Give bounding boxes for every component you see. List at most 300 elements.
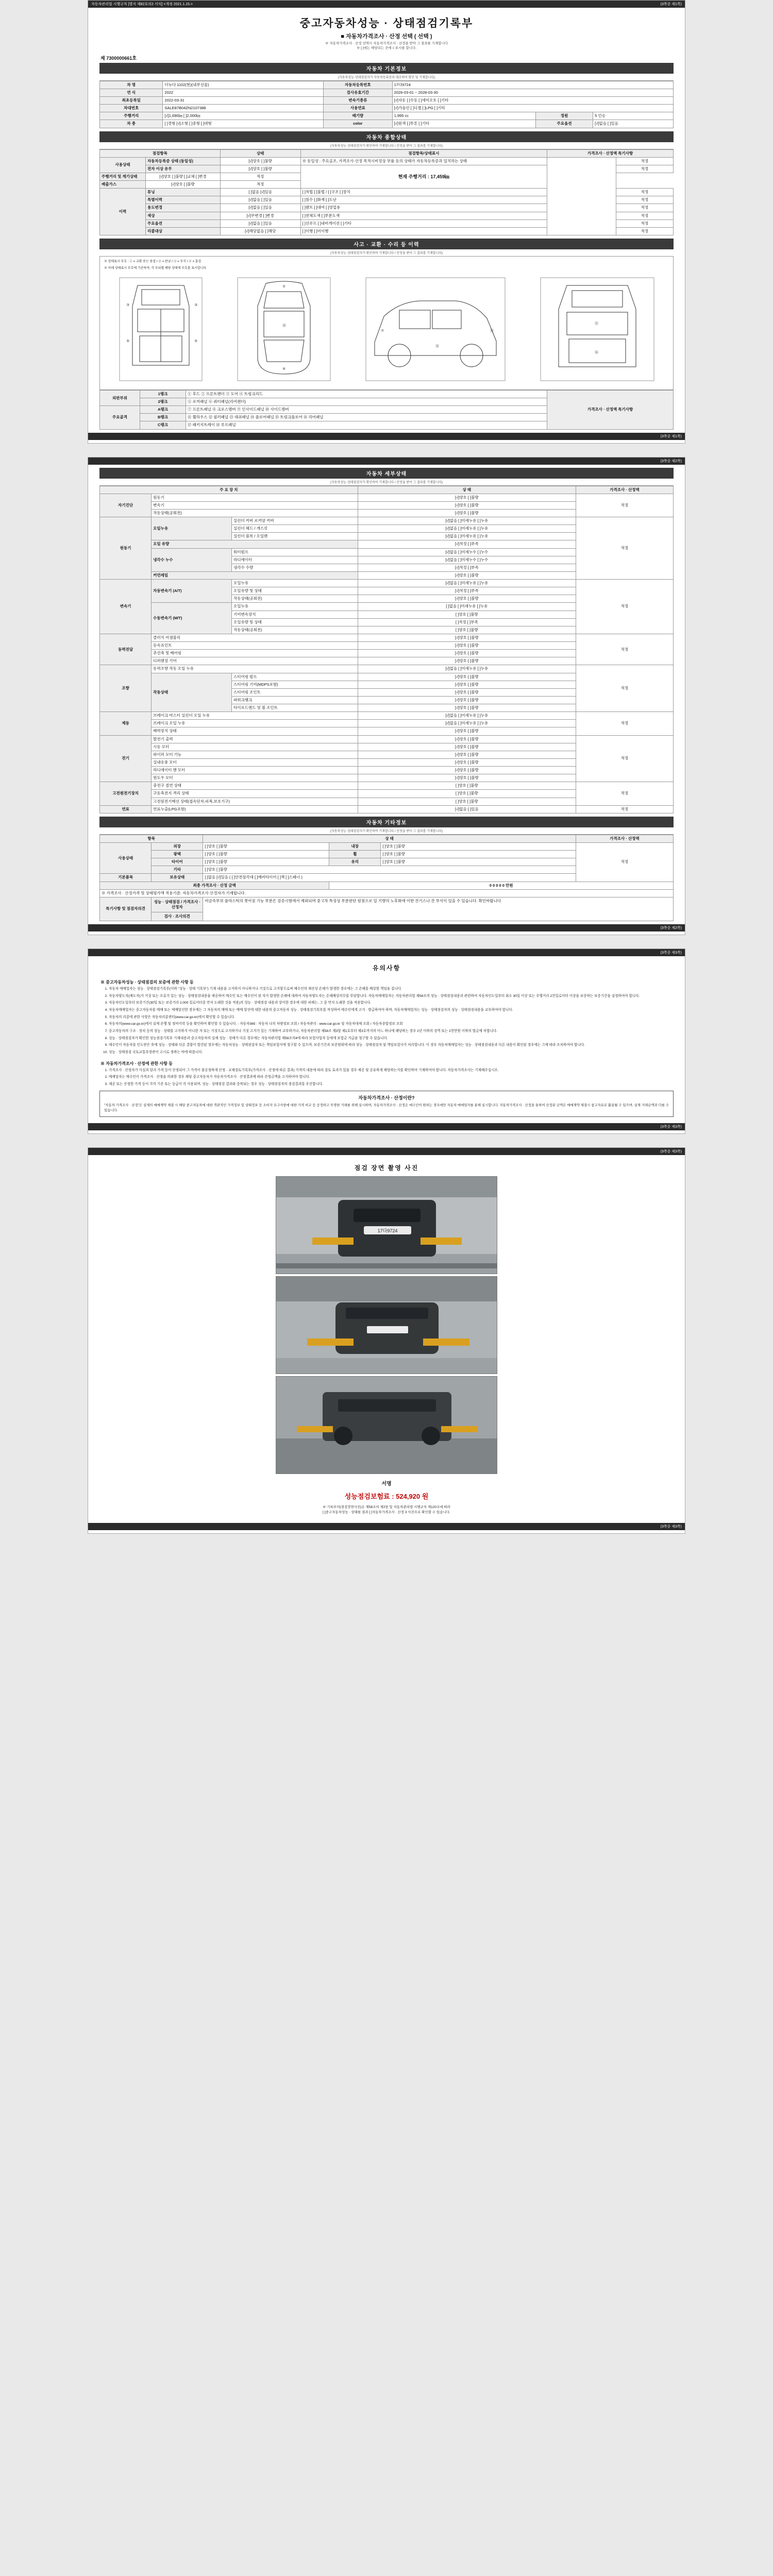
notice-item: 9. 매수인이 자동차를 인도받은 후에 성능 · 상태와 다른 결함이 발견된 경우에는 자동차성능 · 상태점검자 또는 책임보험사에 청구할 수 있으며, 보증기간과 보증범위에 따라 성능 · 상태점검자 및 책임보험사가 처리합니다. 이 경우 자동차매매업자는 성능 · 상태점검내용과 다른 내용이 확인된 경우에는 그에 따라 조치하여야 합니다.: [109, 1043, 674, 1048]
detail-item: 동력조향 작동 오일 누유: [152, 665, 358, 673]
detail-state: [√]적정 [ ]부족: [358, 587, 576, 595]
insurance-fee: [99, 1488, 674, 1503]
rank-a-label: A랭크: [140, 406, 186, 414]
overall-row-7-name: 색상: [146, 212, 221, 219]
detail-subgroup-at: 자동변속기 (A/T): [152, 580, 232, 603]
detail-detail: 냉각수 수량: [231, 564, 358, 571]
detail-item: 브레이크 오일 누유: [152, 720, 358, 727]
photo-rear-underbody: [276, 1277, 497, 1374]
box-title: 자동차가격조사 · 산정이란?: [358, 1095, 415, 1100]
overall-row-8-name: 주요옵션: [146, 219, 221, 227]
etc-price: 적정: [576, 842, 673, 882]
group-engine: 원동기: [100, 517, 152, 580]
etc-item2: 내장: [329, 842, 381, 850]
value-color: [√]원색 [ ]투톤 [ ]기타: [392, 120, 535, 128]
overall-row-2-price: 적정: [220, 173, 300, 180]
overall-row-1-name: 전자 이상 유무: [146, 165, 221, 173]
detail-state: [√]양호 [ ]불량: [358, 509, 576, 517]
col-check-item: 점검항목: [100, 149, 221, 157]
label-cartype: 차 종: [100, 120, 163, 128]
detail-detail: 스티어링 기어(MDPS포함): [231, 681, 358, 688]
notice-title: 유의사항: [372, 964, 401, 972]
remark-sub-label-2: 검사 · 조사의견: [152, 912, 203, 921]
notice-heading-1: ※ 중고자동차성능 · 상태점검의 보증에 관한 사항 등: [100, 979, 194, 985]
label-seats: 정원: [535, 112, 593, 120]
overall-row-0-name: 자동차등록증 상태 (동일성): [146, 157, 221, 165]
label-first-reg: 최초등록일: [100, 97, 163, 105]
detail-state: [ ]양호 [ ]불량: [358, 626, 576, 634]
detail-subgroup-operation: 작동상태: [152, 673, 232, 712]
etc-state2: [ ]양호 [ ]불량: [381, 851, 576, 858]
notice-item: 5. 자동차의 리콜에 관한 사항은 자동차리콜센터(www.car.go.kr)에서 확인할 수 있습니다.: [109, 1015, 674, 1021]
detail-price: 적정: [576, 634, 673, 665]
detail-detail: 작동상태(공회전): [231, 626, 358, 634]
overall-row-0-state: [√]양호 [ ]불량: [220, 157, 300, 165]
page-header-bar: [88, 1, 685, 8]
detail-detail: 워터펌프: [231, 548, 358, 556]
etc-item: 광택: [152, 851, 203, 858]
etc-item: 기타: [152, 866, 203, 874]
overall-row-7-note: [ ]전체도색 [ ]부분도색: [300, 212, 547, 219]
table-row: [100, 882, 674, 889]
notice-list-2: [99, 1068, 674, 1088]
detail-item: 배력장치 상태: [152, 727, 358, 735]
detail-state: [√]양호 [ ]불량: [358, 774, 576, 782]
group-powertrain: 동력전달: [100, 634, 152, 665]
detail-price: 적정: [576, 805, 673, 813]
overall-row-4-note: [ ]적법 [ ]불법 / [ ]구조 [ ]장치: [300, 189, 547, 196]
detail-state: [√]양호 [ ]불량: [358, 634, 576, 641]
value-transmission: [√]자동 [ ]수동 [ ]세미오토 [ ]기타: [392, 97, 673, 105]
detail-item: 실내송풍 모터: [152, 758, 358, 766]
basic-info-table: [99, 81, 674, 128]
detail-price: 적정: [576, 665, 673, 712]
value-first-reg: 2022-03-31: [163, 97, 324, 105]
section-note-detail: (자동차성능·상태점검자가 확인하여 기재합니다 / 산정을 받아 그 결과를 기재합니다): [99, 479, 674, 486]
value-seats: 5 인승: [593, 112, 674, 120]
detail-subgroup-mt: 수동변속기 (M/T): [152, 603, 232, 634]
overall-row-8-state: [√]없음 [ ]있음: [220, 219, 300, 227]
page-footer-3: (3쪽중 제3쪽): [88, 1123, 685, 1130]
svg-text:⑤: ⑤: [126, 339, 129, 343]
value-car-name: 더뉴다 1102(현)(내부선물): [163, 81, 324, 89]
desc-line-1: ※ 자동차가격조사 · 산정 선택시 자동차가격조사 · 산정을 받아 그 결과를 기재합니다: [325, 42, 448, 45]
mileage-current: 현재 주행거리 : 17,459㎞: [398, 174, 449, 179]
section-note-overall: (자동차성능·상태점검자가 확인하여 기재합니다 / 산정을 받아 그 결과를 기재합니다): [99, 142, 674, 149]
legend-line-1: ※ 상태표시 부호 : ① = 교환 또는 용접 / ② = 판금 / ③ = 부식 / ④ = 흠집: [104, 260, 201, 263]
value-displacement: 1,995 cc: [392, 112, 535, 120]
overall-row-4-state: [ ]없음 [√]있음: [220, 189, 300, 196]
detail-state: [√]양호 [ ]불량: [358, 494, 576, 501]
notice-list-1: [99, 987, 674, 1056]
page-number-2: (3쪽중 제2쪽): [660, 459, 682, 463]
detail-state: [√]양호 [ ]불량: [358, 704, 576, 712]
total-price-note: ※ 가격조사 · 산정가격 및 상태평가액 적용기준: 자동차가격조사·산정자가 기재합니다.: [100, 889, 674, 897]
svg-text:⑭: ⑭: [435, 344, 439, 348]
section-note-accident: (자동차성능·상태점검자가 확인하여 기재합니다 / 산정을 받아 그 결과를 기재합니다): [99, 249, 674, 257]
detail-item: 라디에이터 팬 모터: [152, 767, 358, 774]
table-row: [100, 580, 674, 587]
detail-item: 클러치 어셈블리: [152, 634, 358, 641]
car-diagram-front-view: [117, 275, 205, 383]
svg-text:④: ④: [282, 367, 285, 371]
photo-lift-underbody: [276, 1377, 497, 1474]
page-number: (3쪽중 제1쪽): [660, 3, 682, 6]
table-row: [100, 494, 674, 501]
svg-text:⑦: ⑦: [380, 329, 384, 333]
notice-item: 2. 매매업자는 매수인이 가격조사 · 산정을 의뢰한 경우 해당 중고자동차가 자동차가격조사 · 산정결과에 따라 산정금액을 고지하여야 합니다.: [109, 1075, 674, 1080]
table-row: [100, 157, 674, 165]
detail-item: 추진축 및 베어링: [152, 650, 358, 657]
label-year: 연 식: [100, 89, 163, 96]
overall-row-9-note: [ ]이행 [ ]미이행: [300, 227, 547, 235]
table-row: [100, 89, 674, 96]
value-options: [√]없음 [ ]있음: [593, 120, 674, 128]
table-header-row: [100, 149, 674, 157]
notice-item: 3. 자동차인도일부터 보증기간(30일 또는 보증거리 2,000 킬로미터중 먼저 도래한 것을 적용)의 성능 · 상태점검 내용과 상이한 경우에 대한 피해는, 그 중 먼저 도래한 것을 적용합니다.: [109, 1001, 674, 1006]
group-fuel: 연료: [100, 805, 152, 813]
detail-detail: 오일누유: [231, 580, 358, 587]
detail-state: [ ]없음 [ ]미세누유 [ ]누유: [358, 603, 576, 611]
group-steering: 조향: [100, 665, 152, 712]
detail-state: [ ]양호 [ ]불량: [358, 798, 576, 805]
table-row: [100, 120, 674, 128]
etc-item2: 유리: [329, 858, 381, 866]
table-header-row: [100, 486, 674, 494]
detail-detail: 실린더 헤드 / 개스킷: [231, 525, 358, 533]
col-major-device: 주 요 장 치: [100, 486, 358, 494]
notice-item: 1. 가격조사 · 산정자가 사실과 달리 가격 등이 산정되어 그 가격이 불공정하게 산정 · 교체검토기록부(가격조사 · 산정에 따른 결과) 가격의 내용에 따라 검토 효과가 있을 경우 제공 및 공유하게 해당하는지를 확인하여 기재하여야 합니다. 자동차가격조사는 기재해주십시오.: [109, 1068, 674, 1074]
page-header-bar-2: [88, 457, 685, 465]
detail-state: [√]양호 [ ]불량: [358, 681, 576, 688]
detail-item: 브레이크 마스터 실린더 오일 누유: [152, 712, 358, 720]
notice-heading-2: ※ 자동차가격조사 · 산정에 관한 사항 등: [100, 1061, 173, 1066]
page-1: [88, 0, 685, 444]
insurance-fee-label: 성능점검보험료 :: [344, 1493, 396, 1501]
col-detail: 점검항목/상태표시: [300, 149, 547, 157]
overall-row-2-state: [√]양호 [ ]불량 [ ]교체 [ ]변경: [146, 173, 221, 180]
rank-2-items: ⑤ 로커패널 ⑥ 쿼터패널(리어펜더): [186, 398, 547, 406]
detail-state: [√]양호 [ ]불량: [358, 696, 576, 704]
label-options: 주요옵션: [535, 120, 593, 128]
detail-state: [√]없음 [ ]미세누유 [ ]누유: [358, 525, 576, 533]
notice-item: 3. 제공 또는 산정한 가격 등이 각각 기준 또는 등급이 각 사용되며, 성능 · 상태점검 결과와 중복되는 경우 성능 · 상태점검자의 점검결과를 우선합니다.: [109, 1082, 674, 1088]
photo-footnote-line-2: [ ]중고자동차성능 · 상태를 결과 [ ]자동차가격조사 · 산정 3 사진으로 확인할 수 있습니다.: [323, 1511, 450, 1515]
detail-state: [√]양호 [ ]불량: [358, 751, 576, 758]
etc-group-usage: 사용상태: [100, 842, 152, 874]
detail-state: [√]양호 [ ]불량: [358, 743, 576, 751]
page-4: [88, 1147, 685, 1534]
signature-heading: 서명: [381, 1481, 392, 1487]
label-transmission: 변속기종류: [324, 97, 393, 105]
photo-front-underbody: [276, 1177, 497, 1274]
detail-detail: 기어변속장치: [231, 611, 358, 618]
price-survey-definition-box: [99, 1091, 674, 1117]
col-state: 상태: [220, 149, 300, 157]
rank-b-items: ⑪ 휠하우스 ⑫ 필러패널 ⑬ 대쉬패널 ⑭ 플로어패널 ⑮ 트렁크플로어 ⑯ 리어패널: [186, 414, 547, 421]
value-fuel: [√]가솔린 [ ]디젤 [ ]LPG [ ]기타: [392, 105, 673, 112]
detail-detail: 스티어링 펌프: [231, 673, 358, 681]
insurance-fee-value: 524,920 원: [396, 1493, 429, 1501]
detail-price: 적정: [576, 782, 673, 805]
notice-item: 2. 자동차양도자(매도자)가 거짓 또는 오류가 있는 성능 · 상태점검내용을 제공하여 매수인 또는 매수인이 된 자가 발생한 손해에 대하여 자동차양도자는 손해배상의무를 부담합니다. 자동차매매업자는 자동차관리법 제58조의 성능 · 상태점검내용과 관련하여 자동차인도일부터 최소 30일 이상 또는 주행거리 2천킬로미터 이상을 보증하는 보증기간을 설정하여야 합니다.: [109, 994, 674, 999]
desc-line-2: ※ [ ]에는 해당되는 곳에 √ 표시를 합니다.: [356, 46, 417, 50]
value-year: 2022: [163, 89, 324, 96]
overall-row-9-name: 리콜대상: [146, 227, 221, 235]
label-mileage: 주행거리: [100, 112, 163, 120]
svg-text:⑱: ⑱: [282, 324, 286, 328]
etc-item: 보유상태: [152, 874, 203, 882]
detail-state: [√]없음 [ ]미세누수 [ ]누수: [358, 548, 576, 556]
etc-state: [ ]양호 [ ]불량: [203, 842, 329, 850]
overall-row-6-price: 적정: [616, 204, 673, 212]
detail-state: [√]없음 [ ]미세누유 [ ]누유: [358, 665, 576, 673]
page-header-bar-4: [88, 1148, 685, 1155]
overall-price-col: [547, 157, 616, 235]
photo-footnote: [99, 1503, 674, 1520]
overall-row-9-state: [√]해당없음 [ ]해당: [220, 227, 300, 235]
detail-state: [ ]양호 [ ]불량: [358, 611, 576, 618]
table-row: [100, 782, 674, 790]
group-brake: 제동: [100, 712, 152, 735]
notice-item: 4. 자동차매매업자는 중고자동차를 매매 또는 매매알선한 경우에는 그 자동차의 매매 또는 매매 알선에 대한 내용의 중고자동차 성능 · 상태점검기록부를 작성하여 매수인에게 고지 · 발급하여야 하며, 자동차매매업자는 성능 · 상태점검자의 성능 · 상태점검내용을 교부하여야 합니다.: [109, 1008, 674, 1013]
rank-a-items: ⑦ 프론트패널 ⑧ 크로스멤버 ⑨ 인사이드패널 ⑩ 사이드멤버: [186, 406, 547, 414]
etc-state: [ ]양호 [ ]불량: [203, 858, 329, 866]
overall-row-0-price: 적정: [616, 157, 673, 165]
notice-item: 10. 성능 · 상태점검 국토교통부장관이 고시로 정하는 바에 따릅니다.: [109, 1050, 674, 1056]
car-diagram-side-view: [363, 275, 508, 383]
page-3: [88, 948, 685, 1134]
label-car-name: 차 명: [100, 81, 163, 89]
detail-price: 적정: [576, 494, 673, 517]
page-2: [88, 457, 685, 935]
form-reference: 자동차관리법 시행규칙 [별지 제82호의2 서식] <개정 2021.1.15.>: [91, 3, 193, 6]
svg-text:⑯: ⑯: [594, 350, 598, 354]
accident-parts-table: [99, 390, 674, 430]
table-row: [100, 390, 674, 398]
overall-row-7-price: 적정: [616, 212, 673, 219]
detail-item: 와이퍼 모터 기능: [152, 751, 358, 758]
overall-row-7-state: [√]무변경 [ ]변경: [220, 212, 300, 219]
value-mileage: [√]1,690㎞ [ ]2,000㎞: [163, 112, 324, 120]
col-etc-state: 상 태: [203, 835, 576, 842]
overall-row-2-name: 주행거리 및 계기상태: [100, 173, 146, 180]
page-description: [99, 41, 674, 53]
svg-text:17다9724: 17다9724: [377, 1228, 398, 1234]
detail-state: [√]없음 [ ]미세누유 [ ]누유: [358, 580, 576, 587]
overall-row-6-state: [√]없음 [ ]있음: [220, 204, 300, 212]
section-header-detail: 자동차 세부상태: [99, 468, 674, 479]
table-row: [100, 105, 674, 112]
etc-state: [ ]없음 [√]있음 ( [ ]안전삼각대 [ ]예비타이어 [ ]잭 [ ]스패너 ): [203, 874, 576, 882]
table-row: [100, 634, 674, 641]
rank-1-label: 1랭크: [140, 390, 186, 398]
total-price-value: 0 0 0 0 0 만원: [329, 882, 674, 889]
box-text: "자동차 가격조사 · 산정"은 실제의 매매계약 체결 시 해당 중고자동차에 대한 객관적인 가격정보 및 상태정보 등 소비자 요구사항에 대한 가격 비교 등 공정하고 투명한 거래를 위해 실시하며, 자동차가격조사 · 산정은 매수인이 원하는 경우에만 자동차 매매업자를 통해 실시합니다. 자동차가격조사 · 산정을 통하여 산정된 금액은 매매계약 체결시 참고자료로 활용될 수 있으며, 실제 거래금액과 다를 수 있습니다.: [104, 1103, 669, 1112]
overall-row-8-note: [ ]선루프 [ ]내비게이션 [ ]기타: [300, 219, 547, 227]
table-header-row: [100, 835, 674, 842]
col-etc-price: 가격조사 · 산정액: [576, 835, 673, 842]
detail-state: [√]양호 [ ]불량: [358, 571, 576, 579]
detail-item: 시동 모터: [152, 743, 358, 751]
detail-detail: 파워크랭크: [231, 696, 358, 704]
remark-label: 특기사항 및 점검자의견: [100, 897, 152, 921]
document-number: 제 7300000661호: [100, 55, 137, 61]
detail-price: 적정: [576, 580, 673, 634]
rank-c-items: ⑰ 패키지트레이 ⑱ 루프패널: [186, 421, 547, 429]
label-vin: 차대번호: [100, 105, 163, 112]
etc-table: [99, 835, 674, 921]
detail-state: [ ]양호 [ ]불량: [358, 782, 576, 790]
group-electric: 전기: [100, 735, 152, 782]
detail-item: 등속죠인트: [152, 642, 358, 650]
page-number-4: (3쪽중 제3쪽): [660, 1150, 682, 1154]
value-reg-no: 17다9724: [392, 81, 673, 89]
car-diagram: [103, 273, 670, 388]
etc-item: 외장: [152, 842, 203, 850]
overall-row-1-price: 적정: [616, 165, 673, 173]
etc-group-basic-items: 기본품목: [100, 874, 152, 882]
page-title: 중고자동차성능 · 상태점검기록부: [299, 18, 474, 29]
table-row: [100, 665, 674, 673]
detail-item: 디퍼렌셜 기어: [152, 657, 358, 665]
overall-row-5-state: [√]없음 [ ]있음: [220, 196, 300, 204]
overall-row-5-price: 적정: [616, 196, 673, 204]
detail-detail: 오일유량 및 상태: [231, 618, 358, 626]
notice-item: 6. 자동차의(www.car.go.kr)에서 실제 운행 및 정비이력 등을 확인하여 확인할 수 있습니다. - 자동차365 : 자동차 나의 차량정보 조회 / 자동차관리 : www.car.go.kr 및 자동차대체 조회 / 자동차종합정보 조회: [109, 1022, 674, 1027]
remark-text: 비금속부위 플라스틱의 찢어짐 기능 부분은 검증시험에서 제외되며 중고차 특성상 부분판단 원점으로 일 기량의 노후화에 이한 잔기스나 잔 부식이 있을 수 있습니다. 확인바랍니다.: [203, 897, 674, 921]
svg-text:③: ③: [126, 303, 129, 307]
table-row: [100, 842, 674, 850]
detail-item: 고전원전기배선 상태(접속단자,피복,보호기구): [152, 798, 358, 805]
overall-row-6-note: [ ]렌트 [ ]대여 [ ]영업용: [300, 204, 547, 212]
detail-item: 오일 유량: [152, 540, 358, 548]
col-price: 가격조사 · 산정액 특기사항: [547, 149, 674, 157]
col-price-detail: 가격조사 · 산정액: [576, 486, 673, 494]
detail-state: [√]양호 [ ]불량: [358, 642, 576, 650]
accident-diagram-box: [99, 257, 674, 390]
detail-state: [ ]적정 [ ]부족: [358, 618, 576, 626]
detail-item: 연료누출(LPG포함): [152, 805, 358, 813]
photo-list: [99, 1176, 674, 1474]
page-footer-1: (3쪽중 제1쪽): [88, 433, 685, 440]
table-row: [100, 897, 674, 912]
svg-text:⑯: ⑯: [490, 329, 494, 333]
detail-state: [√]없음 [ ]미세누유 [ ]누유: [358, 720, 576, 727]
detail-state: [ ]양호 [ ]불량: [358, 790, 576, 798]
detail-state: [√]없음 [ ]있음: [358, 805, 576, 813]
label-inspection-period: 검사유효기간: [324, 89, 393, 96]
detail-detail: 스티어링 조인트: [231, 688, 358, 696]
detail-detail: 실린더 블록 / 오일팬: [231, 533, 358, 540]
col-etc-item: 항목: [100, 835, 203, 842]
rank-c-label: C랭크: [140, 421, 186, 429]
detail-price: 적정: [576, 712, 673, 735]
rank-b-label: B랭크: [140, 414, 186, 421]
section-header-basic: 자동차 기본정보: [99, 63, 674, 74]
detail-price: 적정: [576, 517, 673, 580]
overall-row-5-note: [ ]침수 [ ]화재 [ ]도난: [300, 196, 547, 204]
overall-mileage-note: [300, 165, 547, 188]
label-fuel: 사용연료: [324, 105, 393, 112]
photo-footnote-line-1: ※ 기록부의(점검장면사진)은 제58조의 제2항 및 자동차관리법 시행규칙 제120조에 따라: [323, 1505, 450, 1510]
svg-text:③: ③: [194, 303, 197, 307]
overall-row-3-name: 배출가스: [100, 181, 146, 189]
etc-state2: [ ]양호 [ ]불량: [381, 858, 576, 866]
group-high-voltage: 고전원전기장치: [100, 782, 152, 805]
total-price-label: 최종 가격조사 · 산정 금액: [100, 882, 329, 889]
table-row: [100, 517, 674, 525]
detail-state: [√]양호 [ ]불량: [358, 735, 576, 743]
value-cartype: [ ]경형 [√]소형 [ ]중형 [ ]대형: [163, 120, 324, 128]
legend-line-2: ※ 아래 상태표시 부호에 기준하여, 각 부위별 해당 상태에 부호를 표시합니다: [104, 266, 207, 270]
section-header-etc: 자동차 기타정보: [99, 817, 674, 827]
detail-state: [√]양호 [ ]불량: [358, 767, 576, 774]
detail-item: 충전구 절연 상태: [152, 782, 358, 790]
detail-state: [√]적정 [ ]부족: [358, 564, 576, 571]
table-row: [100, 889, 674, 897]
inspection-photo-lift: [276, 1376, 497, 1474]
detail-state: [√]양호 [ ]불량: [358, 727, 576, 735]
section-note-etc: (자동차성능·상태점검자가 확인하여 기재합니다 / 산정을 받아 그 결과를 기재합니다): [99, 827, 674, 835]
page-footer-4: (3쪽중 제3쪽): [88, 1523, 685, 1530]
label-displacement: 배기량: [324, 112, 393, 120]
detail-item: 윈도우 모터: [152, 774, 358, 782]
overall-row-5-name: 특별이력: [146, 196, 221, 204]
etc-state2: [ ]양호 [ ]불량: [381, 842, 576, 850]
value-inspection-period: 2026-03-01 ~ 2028-03-30: [392, 89, 673, 96]
label-history: 이력: [100, 189, 146, 235]
detail-state: [√]없음 [ ]미세누유 [ ]누유: [358, 533, 576, 540]
detail-state: [√]양호 [ ]불량: [358, 657, 576, 665]
inspection-photo-rear: [276, 1276, 497, 1374]
detail-price: 적정: [576, 735, 673, 782]
remark-sub-label: 성능 · 상태점검 / 가격조사 · 산정자: [152, 897, 203, 912]
detail-item: 원동기: [152, 494, 358, 501]
svg-text:①: ①: [282, 284, 285, 289]
detail-subgroup-coolant: 냉각수 누수: [152, 548, 232, 571]
detail-state: [√]양호 [ ]불량: [358, 758, 576, 766]
detail-item: 커먼레일: [152, 571, 358, 579]
etc-item2: 휠: [329, 851, 381, 858]
detail-detail: 타이로드엔드 및 볼 조인트: [231, 704, 358, 712]
value-vin: SALE87B04ZN2107388: [163, 105, 324, 112]
overall-row-3-price: 적정: [220, 181, 300, 189]
table-row: [100, 97, 674, 105]
overall-row-9-price: 적정: [616, 227, 673, 235]
rank-1-items: ① 후드 ② 프론트펜더 ③ 도어 ④ 트렁크리드: [186, 390, 547, 398]
table-row: [100, 81, 674, 89]
detail-detail: 작동상태(공회전): [231, 595, 358, 603]
detail-state: [√]양호 [ ]불량: [358, 501, 576, 509]
car-diagram-top-view: [235, 275, 333, 383]
table-row: [100, 805, 674, 813]
detail-state: [√]양호 [ ]불량: [358, 688, 576, 696]
notice-item: 1. 자동차 매매업자는 성능 · 상태점검기록부(이하 "성능 · 상태 기록부") 기재 내용을 고지하지 아니하거나 거짓으로 고지함으로써 매수인의 재산상 손해가 발생한 경우에는 그 손해를 배상할 책임을 집니다.: [109, 987, 674, 992]
detail-detail: 오일누유: [231, 603, 358, 611]
detail-state: [√]없음 [ ]미세누유 [ ]누유: [358, 517, 576, 525]
section-note-basic: (자동차성능·상태점검자가 자동차등록증과 대조하여 확인 및 기재합니다): [99, 74, 674, 81]
notice-item: 7. 중고자동차의 구조 · 장치 등의 성능 · 상태를 고지하지 아니한 자 또는 거짓으로 고지하거나 거짓 고지가 있는 기재하여 교부하거나, 자동차관리법 제58조 제3항 제1호부터 제3호까지의 어느 하나에 해당하는 경우 2년 이하의 징역 또는 2천만원 이하의 벌금에 처합니다.: [109, 1029, 674, 1035]
detail-item: 작동상태(공회전): [152, 509, 358, 517]
detail-item: 구동축전지 격리 상태: [152, 790, 358, 798]
label-reg-no: 자동차등록번호: [324, 81, 393, 89]
accident-price-note: 가격조사 · 산정액 특기사항: [547, 390, 674, 429]
label-usage-state: 사용상태: [100, 157, 146, 173]
detail-item: 변속기: [152, 501, 358, 509]
detail-subgroup-oil-leak: 오일누유: [152, 517, 232, 540]
table-row: [100, 712, 674, 720]
